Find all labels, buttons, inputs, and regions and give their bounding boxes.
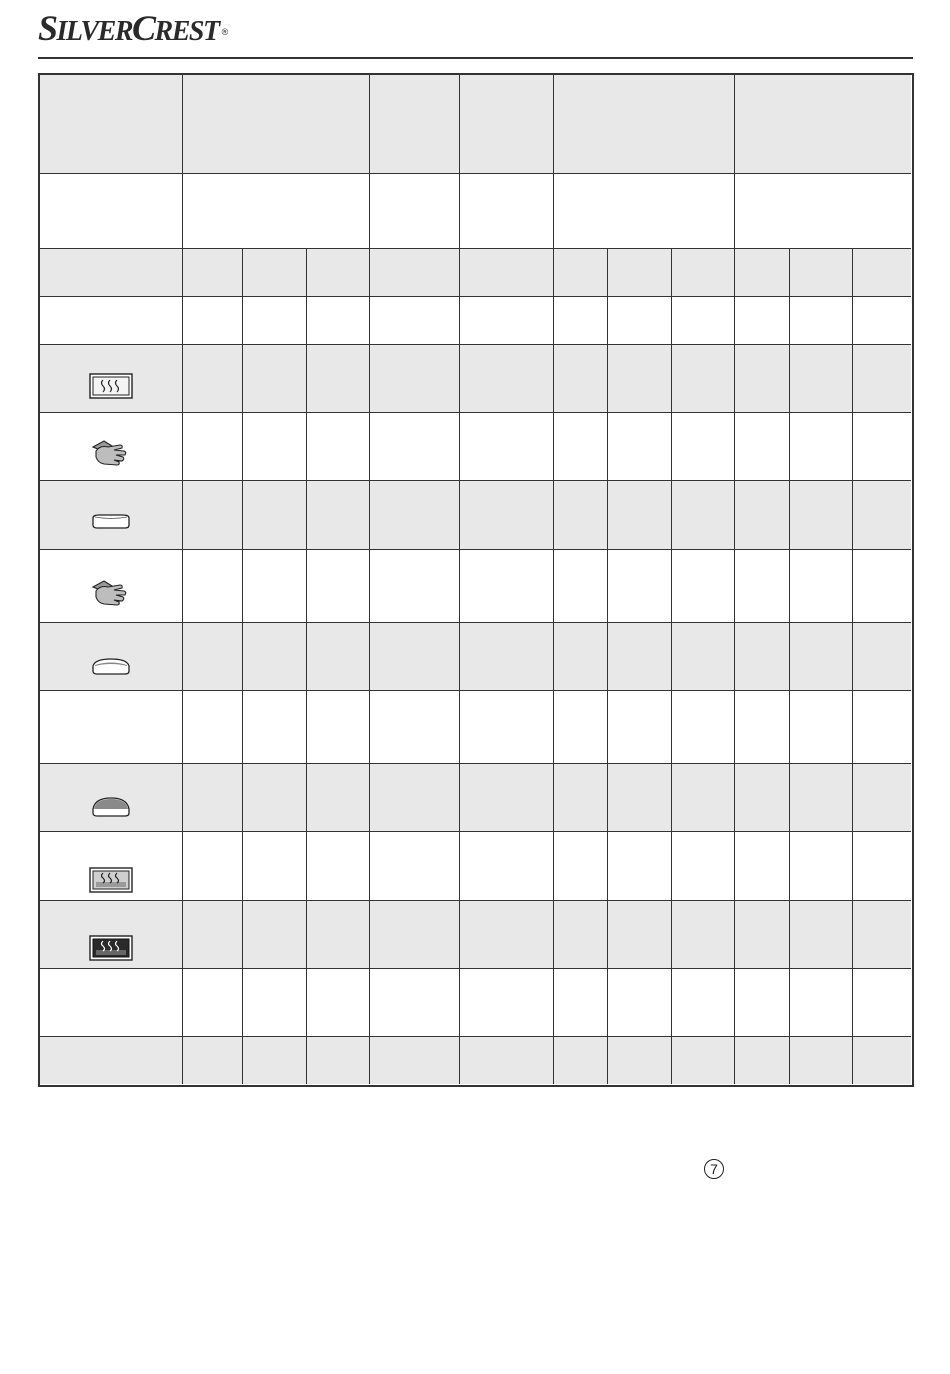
row-divider [39,1036,911,1037]
toast-light-icon [89,373,133,399]
row-divider [39,968,911,969]
column-divider [607,249,608,1084]
column-divider [734,74,735,1084]
row-divider [39,690,911,691]
column-divider [306,249,307,1084]
hand-cloth-icon [90,577,130,609]
bread-dome-icon [91,796,131,818]
toast-medium-icon [89,867,133,893]
brand-logo: SILVERCREST ® [38,8,227,48]
row-divider [39,248,911,249]
column-divider [671,249,672,1084]
row-divider [39,412,911,413]
registered-mark: ® [221,27,227,37]
column-divider [242,249,243,1084]
row-divider [39,622,911,623]
hand-cloth-icon [90,437,130,469]
column-divider [553,74,554,1084]
column-divider [852,249,853,1084]
table-frame [38,73,914,1087]
bread-flat-icon [91,512,131,530]
row-divider [39,831,911,832]
row-divider [39,480,911,481]
column-divider [459,74,460,1084]
column-divider [789,249,790,1084]
circled-number-icon: 7 [704,1159,724,1179]
column-divider [182,74,183,1084]
row-divider [39,763,911,764]
row-divider [39,549,911,550]
row-divider [39,900,911,901]
bread-half-dome-icon [91,656,131,676]
row-divider [39,296,911,297]
toast-dark-icon [89,935,133,961]
column-divider [369,74,370,1084]
row-divider [39,344,911,345]
row-divider [39,173,911,174]
